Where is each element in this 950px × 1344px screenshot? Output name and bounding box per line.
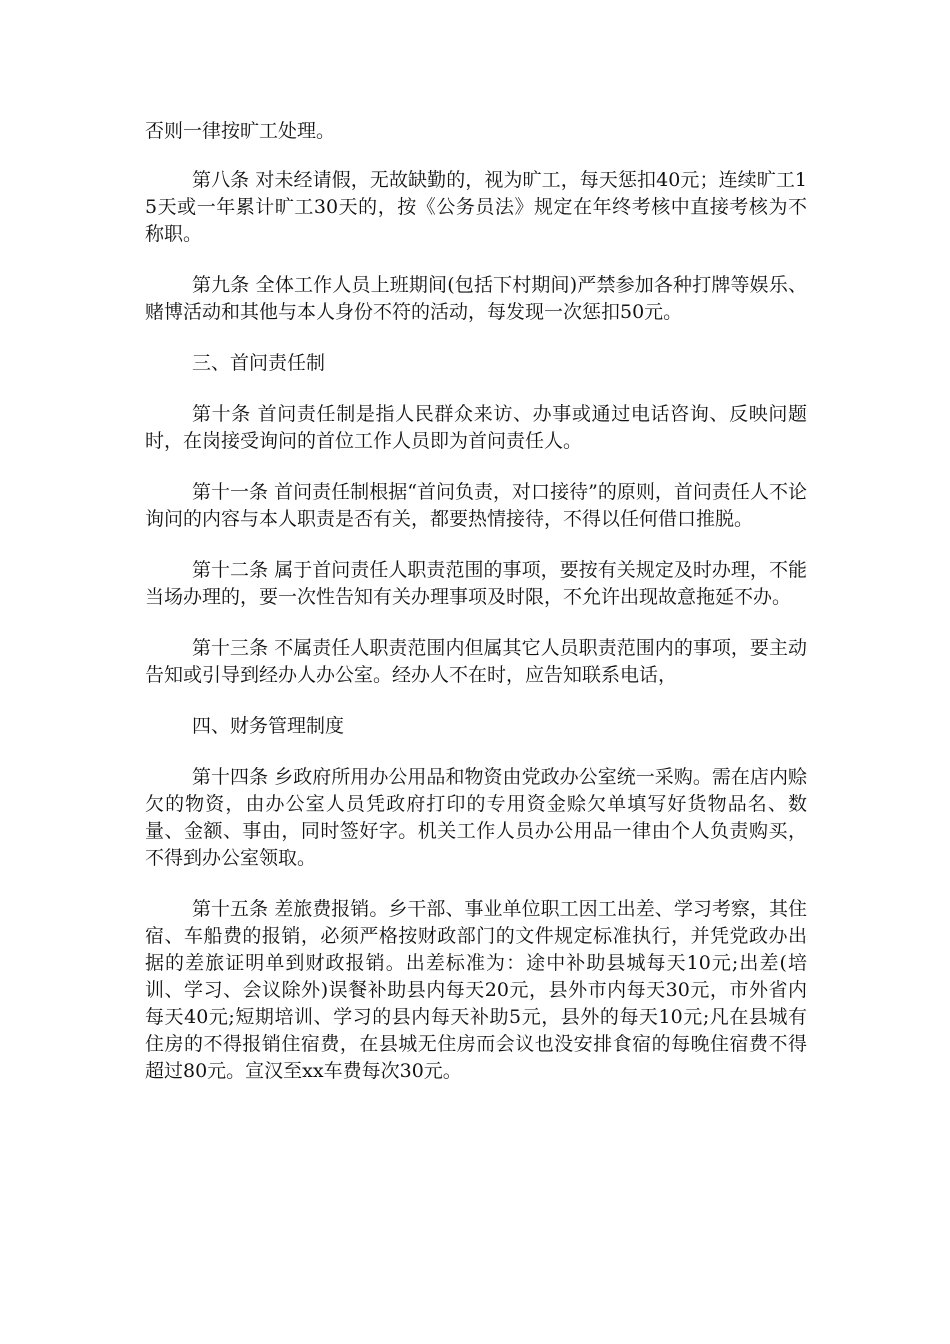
paragraph-article-9: 第九条 全体工作人员上班期间(包括下村期间)严禁参加各种打牌等娱乐、赌博活动和其他与本人身份不符的活动，每发现一次惩扣50元。: [145, 274, 807, 323]
paragraph-article-14: 第十四条 乡政府所用办公用品和物资由党政办公室统一采购。需在店内赊欠的物资，由办公室人员凭政府打印的专用资金赊欠单填写好货物品名、数量、金额、事由，同时签好字。机关工作人员办公用品一律由个人负责购买，不得到办公室领取。: [145, 766, 807, 869]
paragraph-article-15: 第十五条 差旅费报销。乡干部、事业单位职工因工出差、学习考察，其住宿、车船费的报销，必须严格按财政部门的文件规定标准执行，并凭党政办出据的差旅证明单到财政报销。出差标准为：途中补助县城每天10元;出差(培训、学习、会议除外)误餐补助县内每天20元，县外市内每天30元，市外省内每天40元;短期培训、学习的县内每天补助5元，县外的每天10元;凡在县城有住房的不得报销住宿费，在县城无住房而会议也没安排食宿的每晚住宿费不得超过80元。宣汉至xx车费每次30元。: [145, 898, 807, 1082]
paragraph-article-11: 第十一条 首问责任制根据“首问负责，对口接待”的原则，首问责任人不论询问的内容与本人职责是否有关，都要热情接待，不得以任何借口推脱。: [145, 481, 807, 530]
paragraph-article-12: 第十二条 属于首问责任人职责范围的事项，要按有关规定及时办理，不能当场办理的，要一次性告知有关办理事项及时限，不允许出现故意拖延不办。: [145, 559, 807, 608]
paragraph-article-10: 第十条 首问责任制是指人民群众来访、办事或通过电话咨询、反映问题时，在岗接受询问的首位工作人员即为首问责任人。: [145, 403, 807, 452]
paragraph-article-13: 第十三条 不属责任人职责范围内但属其它人员职责范围内的事项，要主动告知或引导到经办人办公室。经办人不在时，应告知联系电话，: [145, 637, 807, 686]
section-heading-4: 四、财务管理制度: [192, 715, 345, 737]
paragraph-continuation: 否则一律按旷工处理。: [145, 120, 336, 142]
paragraph-article-8: 第八条 对未经请假，无故缺勤的，视为旷工，每天惩扣40元；连续旷工15天或一年累计旷工30天的，按《公务员法》规定在年终考核中直接考核为不称职。: [145, 169, 807, 245]
document-body: [145, 118, 807, 1109]
section-heading-3: 三、首问责任制: [192, 352, 326, 374]
